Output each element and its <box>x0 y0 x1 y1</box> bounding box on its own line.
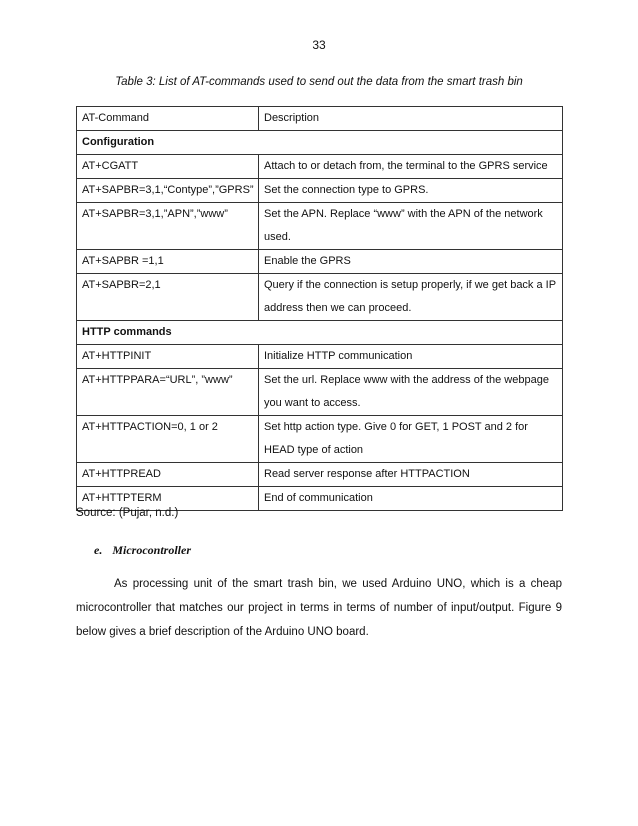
description-cell: Attach to or detach from, the terminal to the GPRS service <box>259 155 563 179</box>
command-cell: AT+HTTPACTION=0, 1 or 2 <box>77 416 259 463</box>
description-cell: Query if the connection is setup properly, if we get back a IP address then we can proceed. <box>259 274 563 321</box>
command-cell: AT+HTTPTERM <box>77 487 259 511</box>
description-cell: Set http action type. Give 0 for GET, 1 POST and 2 for HEAD type of action <box>259 416 563 463</box>
description-cell: End of communication <box>259 487 563 511</box>
body-paragraph: As processing unit of the smart trash bin, we used Arduino UNO, which is a cheap microcontroller that matches our project in terms in terms of number of input/output. Figure 9 below gives a brief description of the Arduino UNO board. <box>76 578 562 638</box>
subheading-title: Microcontroller <box>112 543 191 557</box>
header-description: Description <box>259 107 563 131</box>
table-row <box>77 274 563 321</box>
table-row <box>77 345 563 369</box>
at-commands-table <box>76 106 563 511</box>
table-row <box>77 416 563 463</box>
command-cell: AT+SAPBR=3,1,”APN”,”www” <box>77 203 259 250</box>
description-cell: Set the url. Replace www with the address of the webpage you want to access. <box>259 369 563 416</box>
command-cell: AT+SAPBR=2,1 <box>77 274 259 321</box>
command-cell: AT+HTTPPARA=“URL”, ”www” <box>77 369 259 416</box>
table-row <box>77 203 563 250</box>
command-cell: AT+SAPBR =1,1 <box>77 250 259 274</box>
table-source: Source: (Pujar, n.d.) <box>76 507 179 519</box>
description-cell: Enable the GPRS <box>259 250 563 274</box>
section-subheading <box>94 543 191 558</box>
command-cell: AT+HTTPREAD <box>77 463 259 487</box>
section-title: Configuration <box>77 131 563 155</box>
table-header-row <box>77 107 563 131</box>
description-cell: Read server response after HTTPACTION <box>259 463 563 487</box>
command-cell: AT+CGATT <box>77 155 259 179</box>
header-command: AT-Command <box>77 107 259 131</box>
table-row <box>77 179 563 203</box>
section-row-http-commands <box>77 321 563 345</box>
section-row-configuration <box>77 131 563 155</box>
table-row <box>77 155 563 179</box>
table-caption: Table 3: List of AT-commands used to send out the data from the smart trash bin <box>115 76 523 88</box>
page-number: 33 <box>312 38 326 52</box>
table-row <box>77 463 563 487</box>
command-cell: AT+SAPBR=3,1,“Contype”,”GPRS” <box>77 179 259 203</box>
table-row <box>77 369 563 416</box>
subheading-letter: e. <box>94 543 103 557</box>
command-cell: AT+HTTPINIT <box>77 345 259 369</box>
table-row <box>77 250 563 274</box>
description-cell: Set the APN. Replace “www” with the APN of the network used. <box>259 203 563 250</box>
description-cell: Initialize HTTP communication <box>259 345 563 369</box>
section-title: HTTP commands <box>77 321 563 345</box>
description-cell: Set the connection type to GPRS. <box>259 179 563 203</box>
